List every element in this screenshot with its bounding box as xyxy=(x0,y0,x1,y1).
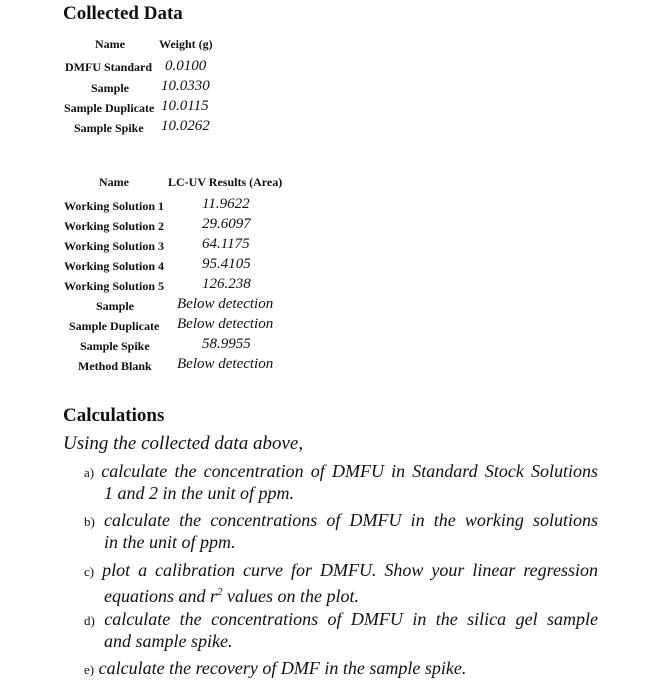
table2-row-name: Working Solution 5 xyxy=(64,279,165,293)
calculation-item-e xyxy=(84,658,598,680)
table2-row-value: Below detection xyxy=(177,296,274,312)
calculations-intro: Using the collected data above, xyxy=(63,433,304,454)
calculation-item-b xyxy=(84,510,598,553)
item-text-continued: in the unit of ppm. xyxy=(104,532,236,552)
table1-row-value: 10.0330 xyxy=(161,78,210,94)
calculation-item-c xyxy=(84,560,598,607)
table2-row-value: 58.9955 xyxy=(202,336,251,352)
table2-header-name: Name xyxy=(99,175,129,189)
table2-row-value: Below detection xyxy=(177,356,274,372)
calculations-heading: Calculations xyxy=(63,405,165,426)
table2-header-results: LC-UV Results (Area) xyxy=(168,175,283,189)
table1-row-name: Sample Duplicate xyxy=(64,101,155,115)
table1-row-name: DMFU Standard xyxy=(65,60,153,74)
item-text-continued-end: values on the plot. xyxy=(222,586,359,606)
item-text: calculate the recovery of DMF in the sample spike. xyxy=(98,658,467,678)
table1-header-name: Name xyxy=(95,37,125,51)
table1-row-value: 10.0262 xyxy=(161,118,210,134)
item-label: d) xyxy=(84,613,95,628)
table2-row-name: Working Solution 2 xyxy=(64,219,165,233)
table2-row-name: Sample Spike xyxy=(80,339,150,353)
table2-row-name: Working Solution 1 xyxy=(64,199,165,213)
table2-row-name: Working Solution 3 xyxy=(64,239,165,253)
table2-row-value: Below detection xyxy=(177,316,274,332)
table2-row-name: Working Solution 4 xyxy=(64,259,165,273)
item-text: calculate the concentrations of DMFU in the silica gel sample xyxy=(104,609,599,629)
item-text: calculate the concentration of DMFU in Standard Stock Solutions xyxy=(101,461,598,481)
table1-row-name: Sample xyxy=(91,81,130,95)
table2-row-value: 95.4105 xyxy=(202,256,251,272)
item-label: c) xyxy=(84,564,95,579)
table2-row-name: Method Blank xyxy=(78,359,152,373)
superscript: 2 xyxy=(217,586,223,598)
collected-data-heading: Collected Data xyxy=(63,3,183,24)
item-label: a) xyxy=(84,465,95,480)
calculation-item-a xyxy=(84,461,598,504)
item-text: calculate the concentrations of DMFU in the working solutions xyxy=(103,510,599,530)
table2-row-value: 64.1175 xyxy=(202,236,250,252)
table2-row-value: 11.9622 xyxy=(202,196,250,212)
item-label: e) xyxy=(84,662,95,677)
table2-row-name: Sample Duplicate xyxy=(69,319,160,333)
item-text-continued: 1 and 2 in the unit of ppm. xyxy=(104,483,294,503)
table1-row-value: 10.0115 xyxy=(161,98,209,114)
table1-row-name: Sample Spike xyxy=(74,121,144,135)
table1-row-value: 0.0100 xyxy=(165,58,207,74)
table2-row-value: 126.238 xyxy=(202,276,251,292)
table2-row-name: Sample xyxy=(96,299,135,313)
item-text: plot a calibration curve for DMFU. Show your linear regression xyxy=(102,560,599,580)
item-label: b) xyxy=(84,514,95,529)
calculation-item-d xyxy=(84,609,598,652)
item-text-continued: and sample spike. xyxy=(104,631,233,651)
table2-row-value: 29.6097 xyxy=(202,216,251,232)
item-text-continued: equations and r xyxy=(104,586,218,606)
table1-header-weight: Weight (g) xyxy=(159,37,213,51)
